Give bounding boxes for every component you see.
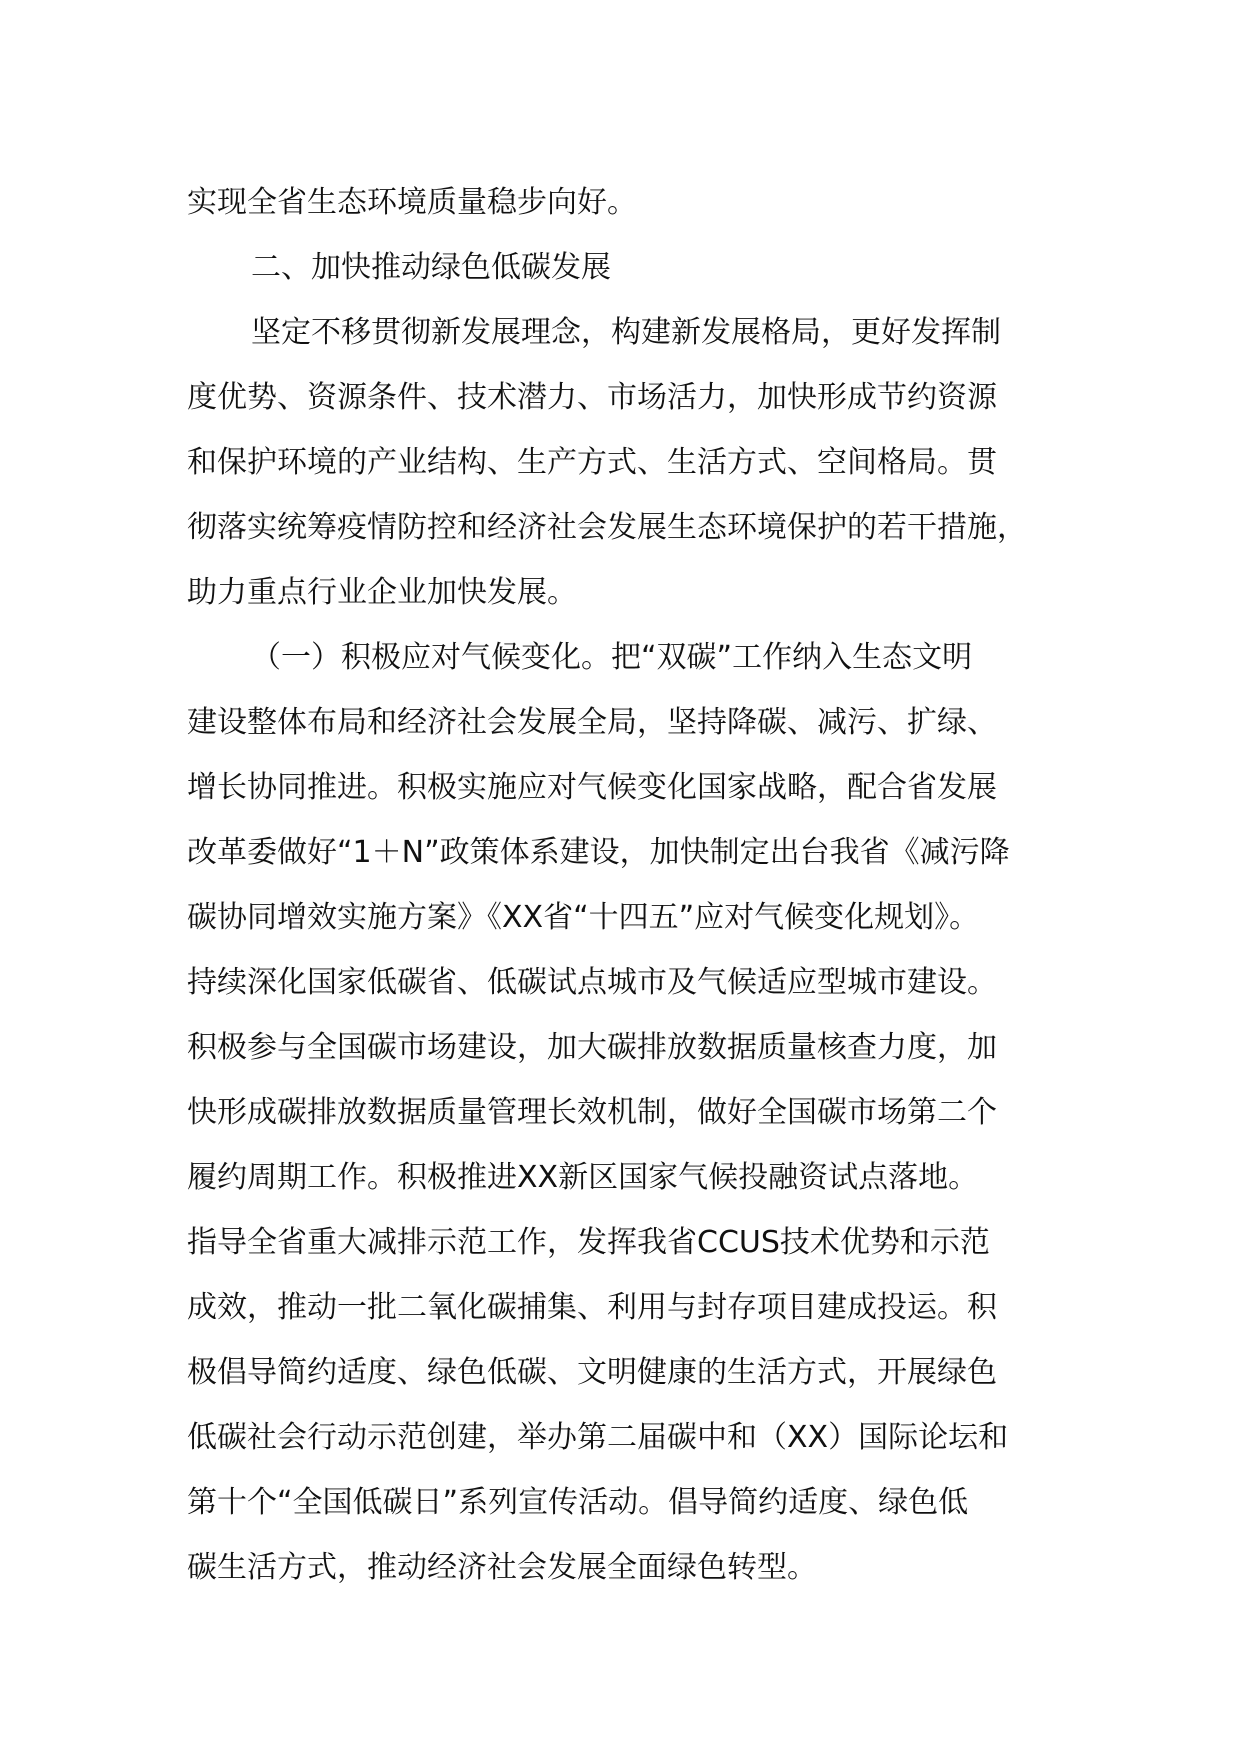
- text-line: 彻落实统筹疫情防控和经济社会发展生态环境保护的若干措施，: [187, 510, 1027, 545]
- text-line: 度优势、资源条件、技术潜力、市场活力，加快形成节约资源: [187, 380, 997, 415]
- text-line: 极倡导简约适度、绿色低碳、文明健康的生活方式，开展绿色: [187, 1355, 997, 1390]
- document-body: [187, 170, 1097, 1600]
- text-line: 持续深化国家低碳省、低碳试点城市及气候适应型城市建设。: [187, 965, 997, 1000]
- text-line: 增长协同推进。积极实施应对气候变化国家战略，配合省发展: [187, 770, 997, 805]
- text-line: 和保护环境的产业结构、生产方式、生活方式、空间格局。贯: [187, 445, 997, 480]
- text-line: 实现全省生态环境质量稳步向好。: [187, 185, 637, 220]
- text-line: 履约周期工作。积极推进XX新区国家气候投融资试点落地。: [187, 1160, 979, 1195]
- text-line: 低碳社会行动示范创建，举办第二届碳中和（XX）国际论坛和: [187, 1420, 1009, 1455]
- text-line: 碳协同增效实施方案》《XX省“十四五”应对气候变化规划》。: [187, 900, 980, 935]
- text-line: 成效，推动一批二氧化碳捕集、利用与封存项目建成投运。积: [187, 1290, 997, 1325]
- text-line: 指导全省重大减排示范工作，发挥我省CCUS技术优势和示范: [187, 1225, 990, 1260]
- paragraph-first-line: 坚定不移贯彻新发展理念，构建新发展格局，更好发挥制: [251, 315, 1001, 350]
- text-line: 碳生活方式，推动经济社会发展全面绿色转型。: [187, 1550, 817, 1585]
- paragraph-first-line: 二、加快推动绿色低碳发展: [251, 250, 611, 285]
- text-line: 第十个“全国低碳日”系列宣传活动。倡导简约适度、绿色低: [187, 1485, 969, 1520]
- text-line: 快形成碳排放数据质量管理长效机制，做好全国碳市场第二个: [187, 1095, 997, 1130]
- text-line: 助力重点行业企业加快发展。: [187, 575, 577, 610]
- text-line: 建设整体布局和经济社会发展全局，坚持降碳、减污、扩绿、: [187, 705, 997, 740]
- text-line: 改革委做好“1＋N”政策体系建设，加快制定出台我省《减污降: [187, 835, 1010, 870]
- text-line: 积极参与全国碳市场建设，加大碳排放数据质量核查力度，加: [187, 1030, 997, 1065]
- paragraph-first-line: （一）积极应对气候变化。把“双碳”工作纳入生态文明: [251, 640, 973, 675]
